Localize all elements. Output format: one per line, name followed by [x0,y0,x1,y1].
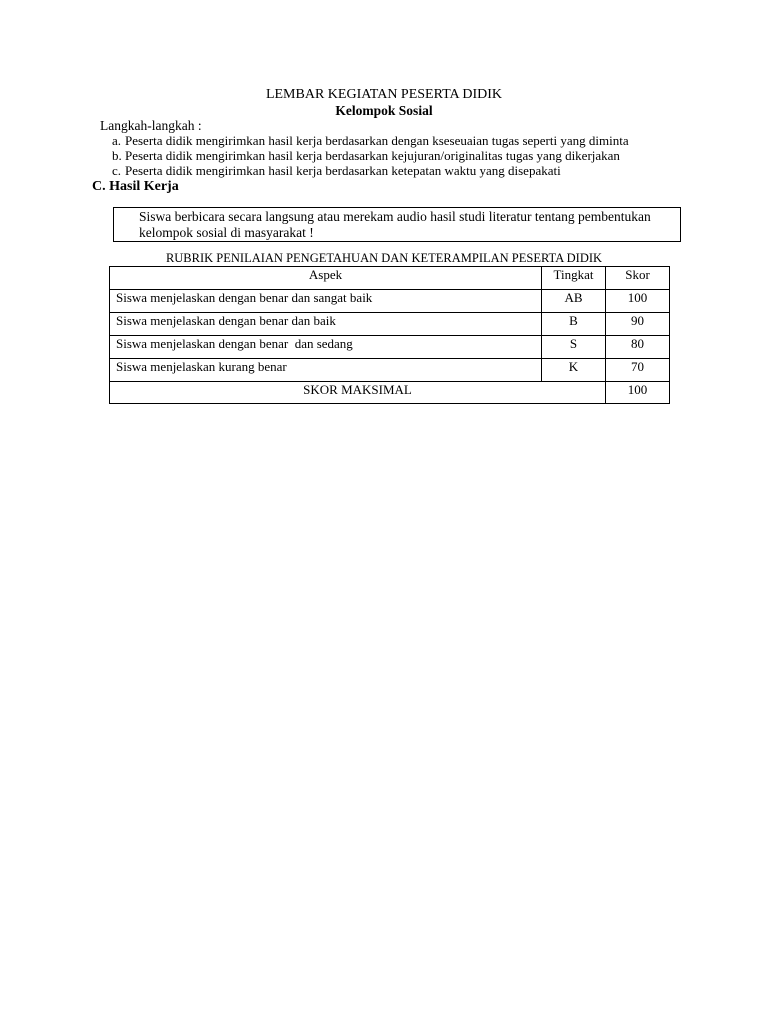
page-subtitle: Kelompok Sosial [335,103,433,118]
table-row [110,290,670,313]
table-row [110,336,670,359]
list-item [112,148,629,163]
step-text: Peserta didik mengirimkan hasil kerja berdasarkan dengan kseseuaian tugas seperti yang diminta [125,133,629,148]
list-marker: a. [112,133,122,148]
steps-heading: Langkah-langkah : [100,118,202,133]
cell-tingkat: AB [542,290,606,313]
cell-aspek: Siswa menjelaskan kurang benar [110,359,542,382]
list-marker: c. [112,163,122,178]
steps-list [112,133,629,178]
table-row [110,313,670,336]
task-text: Siswa berbicara secara langsung atau merekam audio hasil studi literatur tentang pembentukan kelompok sosial di masyarakat ! [139,209,651,240]
column-header-aspek: Aspek [110,267,542,290]
cell-skor: 70 [606,359,670,382]
cell-aspek: Siswa menjelaskan dengan benar dan baik [110,313,542,336]
cell-tingkat: S [542,336,606,359]
cell-skor: 90 [606,313,670,336]
task-box [113,207,681,242]
page-title: LEMBAR KEGIATAN PESERTA DIDIK [265,87,503,102]
section-heading: C. Hasil Kerja [92,179,179,194]
cell-aspek: Siswa menjelaskan dengan benar dan sedang [110,336,542,359]
cell-skor: 80 [606,336,670,359]
table-row [110,359,670,382]
column-header-tingkat: Tingkat [542,267,606,290]
cell-tingkat: B [542,313,606,336]
cell-aspek: Siswa menjelaskan dengan benar dan sangat baik [110,290,542,313]
column-header-skor: Skor [606,267,670,290]
rubric-title: RUBRIK PENILAIAN PENGETAHUAN DAN KETERAMPILAN PESERTA DIDIK [165,251,603,265]
list-marker: b. [112,148,122,163]
table-total-row [110,382,670,404]
rubric-table [109,266,670,404]
list-item [112,133,629,148]
total-value: 100 [606,382,670,404]
total-label: SKOR MAKSIMAL [110,382,606,404]
table-header-row [110,267,670,290]
step-text: Peserta didik mengirimkan hasil kerja berdasarkan ketepatan waktu yang disepakati [125,163,561,178]
list-item [112,163,629,178]
cell-tingkat: K [542,359,606,382]
cell-skor: 100 [606,290,670,313]
step-text: Peserta didik mengirimkan hasil kerja berdasarkan kejujuran/originalitas tugas yang dikerjakan [125,148,620,163]
